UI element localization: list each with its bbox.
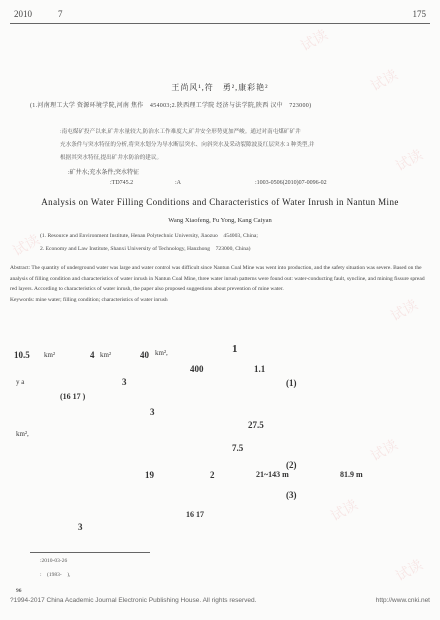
- watermark: 试读: [328, 496, 361, 525]
- abstract-en: [10, 263, 430, 305]
- document-code: :A: [175, 180, 181, 186]
- header-page: 175: [412, 9, 426, 19]
- footer-page-number: 96: [16, 588, 22, 594]
- watermark: 试读: [368, 436, 401, 465]
- author-bio: : (1983- ),: [40, 572, 71, 578]
- body-frag: 21~143 m: [256, 470, 289, 479]
- body-frag: (16 17 ): [60, 392, 86, 401]
- body-frag: km²,: [16, 430, 29, 438]
- item-number: (2): [286, 460, 297, 470]
- header-rule: [10, 23, 430, 24]
- subsection-number: 1.1: [254, 364, 266, 374]
- abstract-cn-line-3: 根据其突水特征,提出矿井水防治的建议。: [60, 155, 163, 161]
- abstract-cn-line-2: 充水条件与突水特征的分析,将突水划分为导水断层突水、向斜突水及采动裂隙波及红层突水 3 种类型,并: [60, 142, 315, 148]
- footnote-rule: [30, 552, 150, 553]
- header-year: 2010: [14, 9, 32, 19]
- watermark: 试读: [10, 231, 43, 260]
- authors-cn: 王尚风¹,符 勇²,康彩艳²: [171, 83, 269, 92]
- copyright-bar: [10, 597, 430, 604]
- class-number: :TD745.2: [110, 180, 134, 186]
- watermark: 试读: [393, 146, 426, 175]
- body-frag: 19: [145, 470, 154, 480]
- body-frag: 4: [90, 350, 95, 360]
- watermark: 试读: [393, 556, 426, 585]
- item-number: (1): [286, 378, 297, 388]
- body-frag: km²,: [155, 349, 168, 357]
- body-frag: 400: [190, 364, 204, 374]
- watermark: 试读: [298, 26, 331, 55]
- body-frag: 40: [140, 350, 149, 360]
- affiliation-en-2: 2. Economy and Law Institute, Shanxi University of Technology, Hanzhong 723000, China): [40, 246, 251, 252]
- keywords-en: Keywords: mine water; filling condition; characteristics of water inrush: [10, 296, 168, 303]
- body-frag: km²: [44, 351, 56, 359]
- body-frag: km²: [100, 351, 112, 359]
- body-frag: y a: [16, 378, 25, 386]
- item-number: (3): [286, 490, 297, 500]
- body-frag: 2: [210, 470, 215, 480]
- abstract-en-text: Abstract: The quantity of underground water was large and water control was difficult since Nantun Coal Mine was went into production, and the safety situation was severe. Based on the analysis of filling condition and characteristics of water inrush in Nantun Coal Mine, three water inrush patterns were found out: water-conducting fault, syncline, and mining fissure spread red layers. According to characteristics of water inrush, the paper also proposed suggestions about prevention of mine water.: [10, 265, 425, 292]
- body-frag: 7.5: [232, 443, 244, 453]
- authors-en: Wang Xiaofeng, Fu Yong, Kang Caiyan: [168, 217, 272, 224]
- received-date: :2010-03-26: [40, 558, 68, 564]
- body-frag: 3: [78, 522, 83, 532]
- body-frag: 16 17: [186, 510, 204, 519]
- watermark: 试读: [368, 66, 401, 95]
- body-frag: 81.9 m: [340, 470, 363, 479]
- section-number: 1: [232, 343, 238, 355]
- title-en: Analysis on Water Filling Conditions and Characteristics of Water Inrush in Nantun Mine: [41, 197, 399, 207]
- copyright-text: ?1994-2017 China Academic Journal Electronic Publishing House. All rights reserved.: [10, 597, 257, 604]
- abstract-cn-line-1: :南屯煤矿投产以来,矿井水量较大,防治水工作难度大,矿井安全形势更加严峻。通过对南屯煤矿矿井: [60, 129, 301, 135]
- body-frag: 3: [122, 377, 127, 387]
- article-number: :1003-0506(2010)07-0096-02: [255, 180, 327, 186]
- affiliation-en-1: (1. Resource and Environment Institute, Henan Polytechnic University, Jiaozuo 454003, China;: [40, 233, 258, 239]
- body-frag: 10.5: [14, 350, 30, 360]
- keywords-cn: :矿井水;充水条件;突水特征: [68, 170, 140, 176]
- affiliation-cn: (1.河南理工大学 资源环境学院,河南 焦作 454003;2.陕西理工学院 经济与法学院,陕西 汉中 723000): [30, 103, 312, 109]
- watermark: 试读: [388, 296, 421, 325]
- header-issue: 7: [58, 9, 63, 19]
- body-frag: 27.5: [248, 420, 264, 430]
- body-frag: 3: [150, 407, 155, 417]
- cnki-link[interactable]: http://www.cnki.net: [375, 597, 430, 604]
